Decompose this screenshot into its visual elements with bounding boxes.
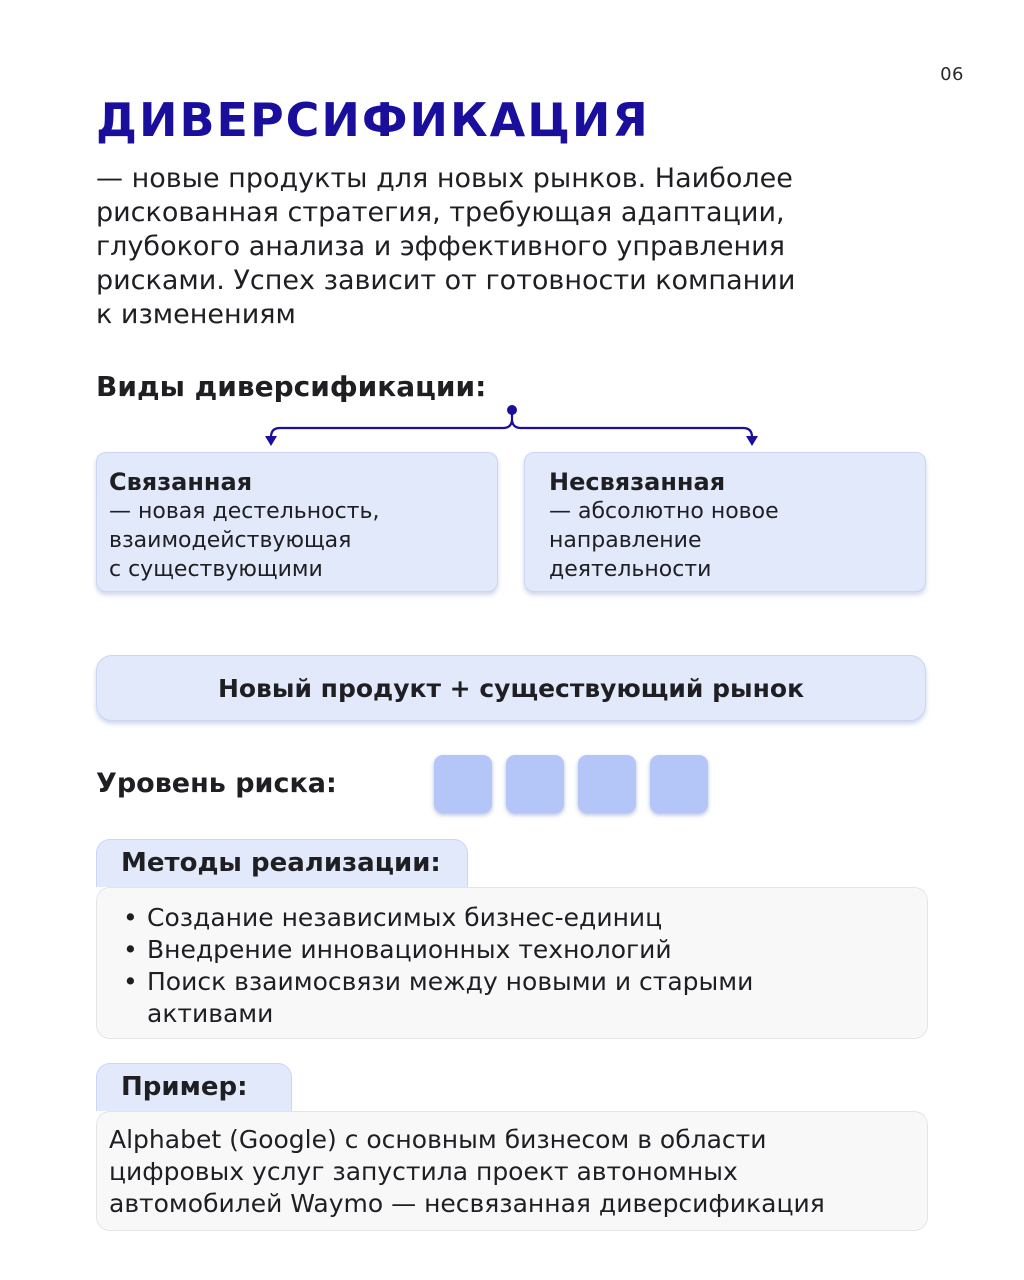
methods-panel — [96, 887, 928, 1039]
type-card-line: — новая дестельность, — [109, 499, 380, 524]
connector-lines — [271, 410, 752, 439]
page-title: ДИВЕРСИФИКАЦИЯ — [96, 93, 650, 147]
type-card-line: — абсолютно новое — [549, 499, 779, 524]
type-card-title: Связанная — [109, 468, 253, 496]
example-line: цифровых услуг запустила проект автономных — [109, 1157, 738, 1186]
methods-tab: Методы реализации: — [96, 839, 468, 887]
arrow-right-icon — [746, 436, 758, 446]
intro-line: глубокого анализа и эффективного управления — [96, 231, 785, 262]
arrow-left-icon — [265, 436, 277, 446]
intro-line: рисками. Успех зависит от готовности компании — [96, 265, 796, 296]
example-panel — [96, 1111, 928, 1231]
methods-list — [97, 888, 927, 1030]
list-item — [97, 934, 927, 966]
risk-label: Уровень риска: — [96, 768, 337, 799]
risk-level-square — [506, 755, 564, 813]
formula-banner: Новый продукт + существующий рынок — [96, 655, 926, 721]
list-item — [97, 966, 927, 1030]
type-card-unrelated — [524, 452, 926, 592]
list-item-text: Поиск взаимосвязи между новыми и старыми — [147, 967, 754, 996]
bullet-icon: • — [123, 903, 138, 932]
branch-connector — [0, 0, 1024, 460]
list-item-text: Внедрение инновационных технологий — [147, 935, 672, 964]
intro-line: — новые продукты для новых рынков. Наиболее — [96, 163, 793, 194]
list-item-text: активами — [147, 999, 274, 1028]
example-text — [97, 1112, 927, 1220]
bullet-icon: • — [123, 935, 138, 964]
example-line: автомобилей Waymo — несвязанная диверсификация — [109, 1189, 825, 1218]
intro-line: рискованная стратегия, требующая адаптации, — [96, 197, 785, 228]
type-card-related — [96, 452, 498, 592]
page-number: 06 — [940, 64, 964, 85]
list-item-text: Создание независимых бизнес-единиц — [147, 903, 663, 932]
types-heading: Виды диверсификации: — [96, 370, 487, 403]
type-card-line: направление — [549, 528, 702, 553]
risk-level-square — [650, 755, 708, 813]
type-card-line: взаимодействующая — [109, 528, 352, 553]
type-card-title: Несвязанная — [549, 468, 726, 496]
list-item — [97, 902, 927, 934]
intro-line: к изменениям — [96, 299, 296, 330]
risk-level-square — [434, 755, 492, 813]
example-line: Alphabet (Google) с основным бизнесом в области — [109, 1125, 767, 1154]
bullet-icon: • — [123, 967, 138, 996]
type-card-line: деятельности — [549, 557, 712, 582]
example-tab: Пример: — [96, 1063, 292, 1111]
type-card-line: с существующими — [109, 557, 323, 582]
risk-level-square — [578, 755, 636, 813]
